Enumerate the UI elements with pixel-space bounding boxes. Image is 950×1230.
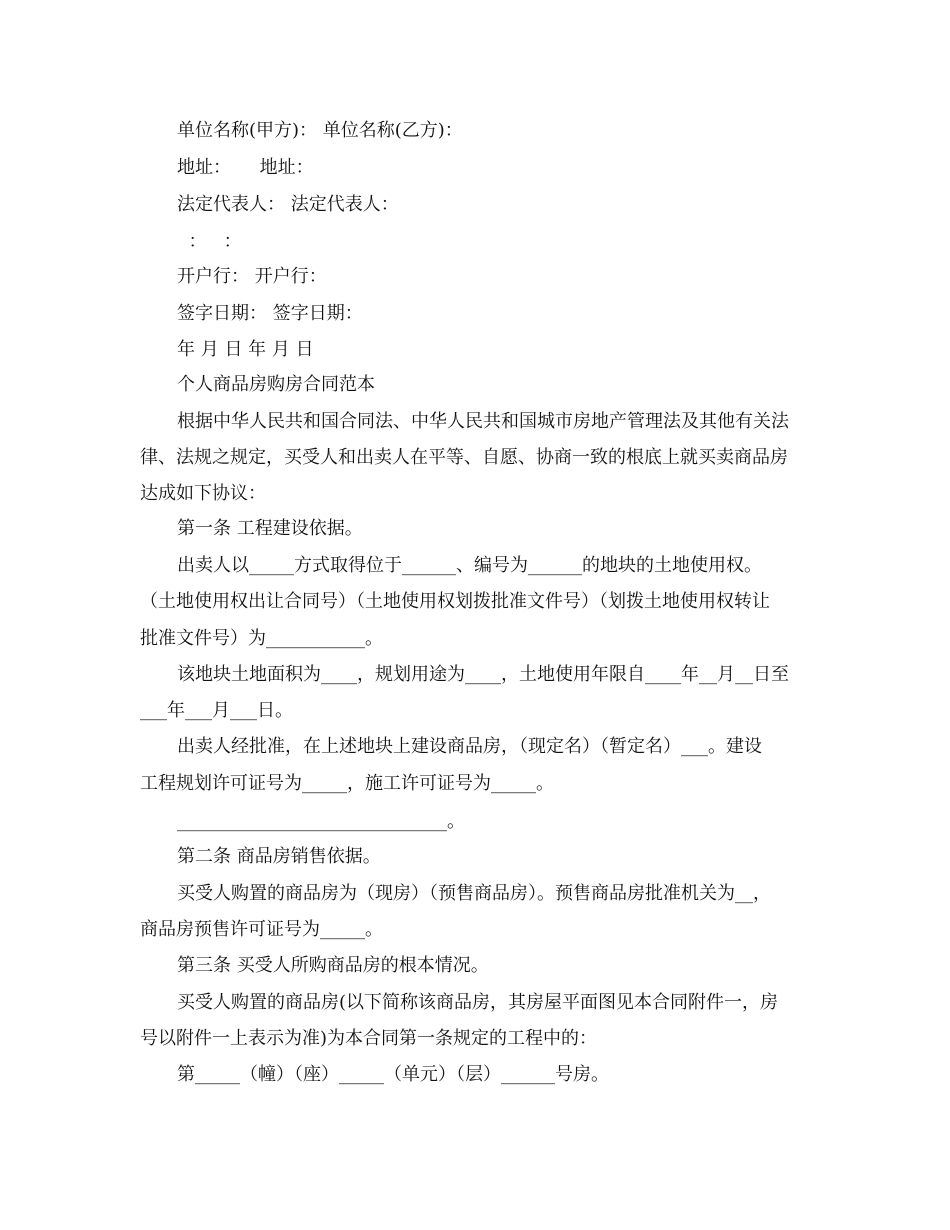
- article-1-line-4: 该地块土地面积为____，规划用途为____，土地使用年限自____年__月__日至: [177, 664, 789, 685]
- article-1-line-3: 批准文件号）为___________。: [140, 628, 383, 649]
- preamble-line-1: 根据中华人民共和国合同法、中华人民共和国城市房地产管理法及其他有关法: [177, 411, 789, 432]
- date-line: 年 月 日 年 月 日: [177, 339, 314, 360]
- legal-representative-line: 法定代表人： 法定代表人：: [177, 194, 399, 215]
- article-1-line-1: 出卖人以_____方式取得位于______、编号为______的地块的土地使用权。: [177, 555, 762, 576]
- article-3-line-3: 第_____（幢）（座）_____（单元）（层）______号房。: [177, 1064, 609, 1085]
- article-1-line-5: ___年___月___日。: [140, 700, 293, 721]
- article-2-heading: 第二条 商品房销售依据。: [177, 846, 381, 867]
- bank-line: 开户行： 开户行：: [177, 266, 327, 287]
- article-1-line-7: 工程规划许可证号为_____，施工许可证号为_____。: [140, 773, 554, 794]
- blank-field-line: ： ：: [177, 231, 242, 252]
- article-1-line-6: 出卖人经批准，在上述地块上建设商品房，（现定名）（暂定名）___。建设: [177, 736, 762, 757]
- article-1-blank-line: ______________________________。: [177, 811, 465, 832]
- article-2-line-1: 买受人购置的商品房为（现房）（预售商品房）。预售商品房批准机关为__，: [177, 883, 771, 904]
- article-3-line-1: 买受人购置的商品房(以下简称该商品房，其房屋平面图见本合同附件一，房: [177, 992, 779, 1013]
- address-line: 地址： 地址：: [177, 157, 314, 178]
- article-1-line-2: （土地使用权出让合同号）（土地使用权划拨批准文件号）（划拨土地使用权转让: [140, 591, 770, 612]
- article-3-line-2: 号以附件一上表示为准)为本合同第一条规定的工程中的：: [140, 1028, 598, 1049]
- document-title: 个人商品房购房合同范本: [177, 374, 375, 395]
- article-2-line-2: 商品房预售许可证号为_____。: [140, 919, 383, 940]
- article-3-heading: 第三条 买受人所购商品房的根本情况。: [177, 955, 489, 976]
- party-name-line: 单位名称(甲方)： 单位名称(乙方)：: [177, 120, 463, 141]
- preamble-line-3: 达成如下协议：: [140, 483, 266, 504]
- preamble-line-2: 律、法规之规定，买受人和出卖人在平等、自愿、协商一致的根底上就买卖商品房: [140, 447, 788, 468]
- signing-date-line: 签字日期： 签字日期：: [177, 303, 363, 324]
- article-1-heading: 第一条 工程建设依据。: [177, 518, 363, 539]
